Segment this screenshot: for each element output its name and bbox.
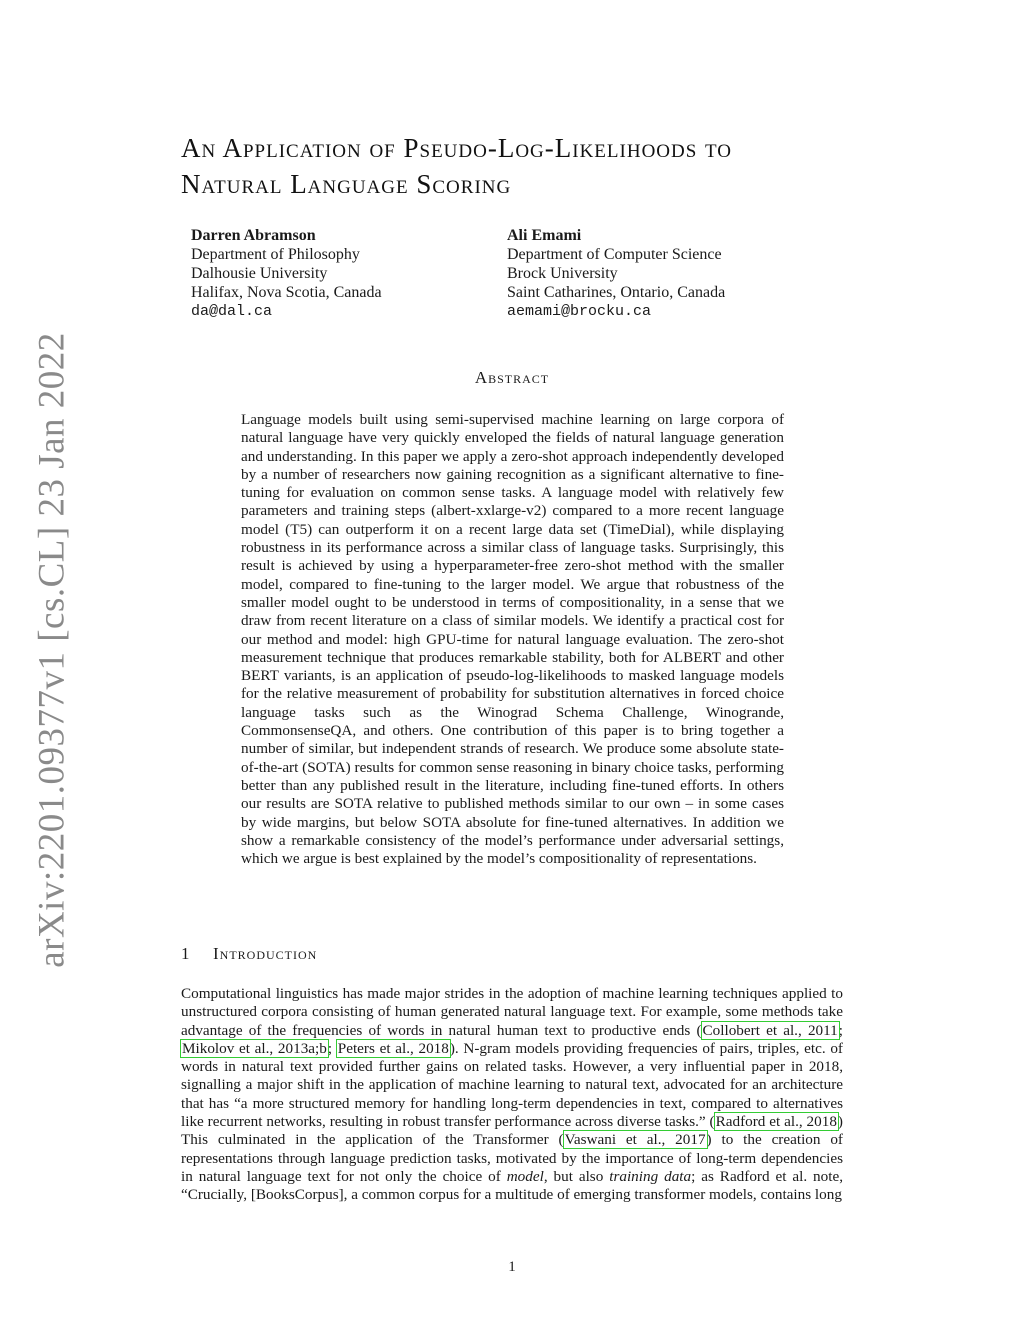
abstract-heading: Abstract <box>474 368 550 387</box>
intro-text: , but also <box>543 1167 610 1185</box>
intro-text: ; <box>838 1021 843 1039</box>
emphasis: model <box>506 1167 544 1185</box>
section-title: Introduction <box>213 944 318 963</box>
section-number: 1 <box>181 944 191 963</box>
page-number: 1 <box>508 1259 516 1275</box>
author-block-1 <box>191 226 382 321</box>
author-department: Department of Philosophy <box>191 246 360 263</box>
author-name: Darren Abramson <box>191 227 316 244</box>
citation-link[interactable]: Collobert et al., 2011 <box>702 1021 838 1039</box>
intro-text: ). N-gram models providing frequencies of pairs, triples, etc. of words in natural text provided further gains on related tasks. However, a very influential paper in 2018, signalling a major shift in the application of machine learning to natural text, advocated for an architecture that has “a more structured memory for handling long-term dependencies in text, compared to alternatives like recurrent networks, resulting in robust transfer performance across diverse tasks.” ( <box>181 1039 843 1131</box>
author-department: Department of Computer Science <box>507 246 722 263</box>
arxiv-stamp: arXiv:2201.09377v1 [cs.CL] 23 Jan 2022 <box>31 332 73 968</box>
intro-text: ) This culminated in the application of the Transformer ( <box>181 1113 843 1149</box>
author-location: Halifax, Nova Scotia, Canada <box>191 284 382 301</box>
intro-text: ; as Radford et al. note, “Crucially, [BooksCorpus], a common corpus for a multitude of emerging transformer models, contains long <box>181 1167 843 1204</box>
section-heading <box>181 944 317 964</box>
title-line-2: Natural Language Scoring <box>181 169 512 199</box>
author-location: Saint Catharines, Ontario, Canada <box>507 284 726 301</box>
citation-link[interactable]: Radford et al., 2018 <box>715 1113 837 1131</box>
title-line-1: An Application of Pseudo-Log-Likelihoods to <box>181 133 733 163</box>
intro-text: ; <box>327 1039 337 1057</box>
citation-link[interactable]: Vaswani et al., 2017 <box>564 1131 706 1149</box>
author-block-2 <box>507 226 725 321</box>
citation-link[interactable]: Peters et al., 2018 <box>337 1039 449 1057</box>
intro-text: Computational linguistics has made major strides in the adoption of machine learning techniques applied to unstructured corpora consisting of human generated natural language text. For example, some methods take advantage of the frequencies of words in natural human text to productive ends ( <box>181 985 843 1039</box>
abstract-text: Language models built using semi-supervised machine learning on large corpora of natural language have very quickly enveloped the fields of natural language generation and understanding. In this paper we apply a zero-shot approach independently developed by a number of researchers now gaining recognition as a significant alternative to fine-tuning for evaluation on common sense tasks. A language model with relatively few parameters and training steps (albert-xxlarge-v2) compared to a more recent language model (T5) can outperform it on a recent large data set (TimeDial), while displaying robustness in its performance across a similar class of language tasks. Surprisingly, this result is achieved by using a hyperparameter-free zero-shot method with the smaller model, compared to fine-tuning to the larger model. We argue that robustness of the smaller model ought to be understood in terms of compositionality, in a sense that we draw from recent literature on a class of similar models. We identify a practical cost for our method and model: high GPU-time for natural language evaluation. The zero-shot measurement technique that produces remarkable stability, both for ALBERT and other BERT variants, is an application of pseudo-log-likelihoods to masked language models for the relative measurement of probability for substitution alternatives in forced choice language tasks such as the Winograd Schema Challenge, Winogrande, CommonsenseQA, and others. One contribution of this paper is to bring together a number of similar, but independent strands of research. We produce some absolute state-of-the-art (SOTA) results for common sense reasoning in binary choice tasks, performing better than any published result in the literature, including fine-tuned efforts. In others our results are SOTA relative to published methods similar to our own – in some cases by wide margins, but below SOTA absolute for fine-tuned alternatives. In addition we show a remarkable consistency of the model’s performance under adversarial settings, which we argue is best explained by the model’s compositionality of representations. <box>241 411 784 868</box>
paper-title <box>181 130 861 202</box>
intro-text: ) to the creation of representations through language prediction tasks, motivated by the importance of long-term dependencies in natural language text for not only the choice of <box>181 1131 843 1185</box>
citation-link[interactable]: Mikolov et al., 2013a;b <box>182 1039 327 1057</box>
author-university: Brock University <box>507 265 618 282</box>
author-email: da@dal.ca <box>191 303 273 320</box>
author-email: aemami@brocku.ca <box>507 303 652 320</box>
introduction-paragraph <box>181 985 843 1205</box>
author-university: Dalhousie University <box>191 265 328 282</box>
emphasis: training data <box>609 1167 692 1185</box>
author-name: Ali Emami <box>507 227 582 244</box>
